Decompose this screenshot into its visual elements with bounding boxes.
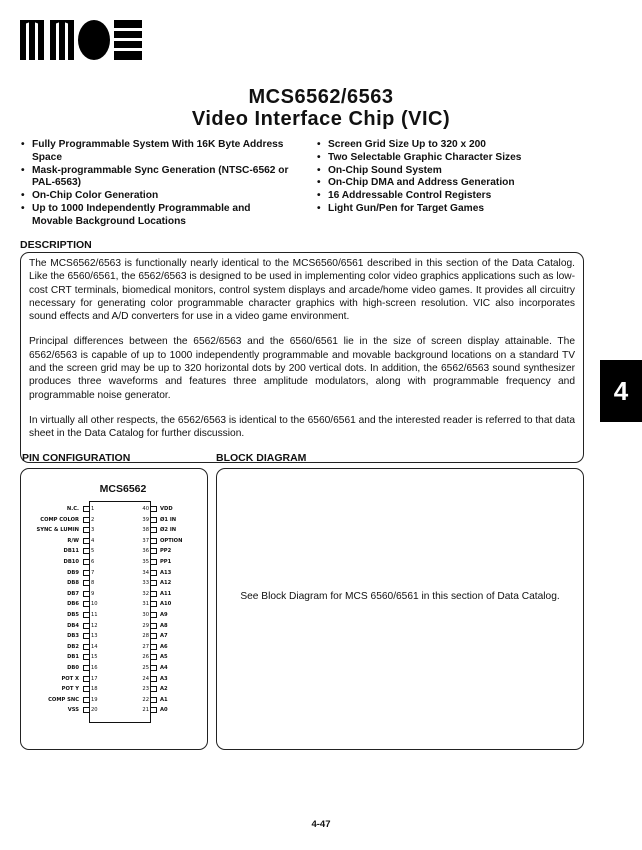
pin-name: DB4 bbox=[67, 622, 79, 629]
pin-marker bbox=[151, 654, 157, 660]
pin-number: 27 bbox=[142, 643, 149, 650]
pin-number: 15 bbox=[91, 654, 98, 661]
pin-name: VSS bbox=[67, 707, 79, 714]
pin-marker bbox=[83, 707, 89, 713]
pin-marker bbox=[83, 559, 89, 565]
pin-number: 10 bbox=[91, 601, 98, 608]
pin-name: A4 bbox=[160, 665, 168, 671]
pin-right bbox=[142, 631, 207, 641]
description-box bbox=[20, 252, 584, 463]
pin-marker bbox=[151, 707, 157, 713]
pin-number: 6 bbox=[91, 559, 95, 565]
pin-left bbox=[21, 684, 98, 694]
pin-name: POT X bbox=[61, 675, 79, 682]
pin-left bbox=[21, 599, 98, 609]
pin-marker bbox=[151, 506, 157, 512]
pin-left bbox=[21, 705, 98, 715]
pin-name: DB6 bbox=[67, 601, 79, 608]
pin-name: A6 bbox=[160, 643, 168, 650]
pin-name: A8 bbox=[160, 622, 168, 629]
pin-marker bbox=[83, 601, 89, 607]
pin-left bbox=[21, 525, 95, 535]
pin-name: A2 bbox=[160, 686, 168, 693]
pin-name: Ø2 IN bbox=[160, 527, 177, 534]
features-right-list bbox=[316, 139, 606, 216]
feature-item: • On-Chip DMA and Address Generation bbox=[316, 177, 606, 190]
pin-marker bbox=[151, 527, 157, 533]
pin-number: 7 bbox=[91, 569, 95, 576]
pin-number: 19 bbox=[91, 696, 98, 703]
pin-name: DB10 bbox=[63, 559, 79, 565]
pin-left bbox=[21, 610, 98, 620]
section-tab: 4 bbox=[600, 360, 642, 422]
feature-item: • Up to 1000 Independently Programmable and Movable Background Locations bbox=[20, 203, 292, 229]
pin-number: 18 bbox=[91, 686, 98, 693]
description-heading: DESCRIPTION bbox=[20, 239, 92, 251]
pin-left bbox=[21, 578, 95, 588]
pin-name: COMP COLOR bbox=[40, 516, 79, 523]
pin-right bbox=[142, 610, 207, 620]
pin-name: A3 bbox=[160, 675, 168, 682]
pin-marker bbox=[151, 612, 157, 618]
pin-marker bbox=[151, 517, 157, 523]
pin-number: 39 bbox=[142, 516, 149, 523]
chip-title: MCS6562/6563 bbox=[248, 86, 394, 108]
pin-marker bbox=[83, 527, 89, 533]
pin-number: 32 bbox=[142, 590, 149, 597]
block-diagram-box bbox=[216, 468, 584, 750]
description-paragraph: The MCS6562/6563 is functionally nearly identical to the MCS6560/6561 described in this section of the Data Catalog. Like the 6560/6561, the 6562/6563 is designed to be used in implementing color video graphics applications such as low-cost CRT terminals, biomedical monitors, control system displays and arcade/home video games. It provides all circuitry necessary for generating color programmable character graphics with high-screen resolution. VIC also incorporates sound effects and A/D converters for use in a video game environment. bbox=[29, 258, 575, 323]
pin-right bbox=[142, 536, 207, 546]
pin-number: 22 bbox=[142, 696, 149, 703]
pin-marker bbox=[151, 559, 157, 565]
pin-left bbox=[21, 631, 98, 641]
pin-name: DB1 bbox=[67, 654, 79, 661]
pin-marker bbox=[83, 676, 89, 682]
pin-name: A7 bbox=[160, 633, 168, 640]
pin-marker bbox=[151, 623, 157, 629]
pin-number: 35 bbox=[142, 559, 149, 565]
pin-name: A0 bbox=[160, 707, 168, 714]
pin-number: 34 bbox=[142, 569, 149, 576]
pin-left bbox=[21, 546, 95, 556]
pin-name: DB5 bbox=[67, 612, 79, 618]
pin-marker bbox=[83, 654, 89, 660]
pin-left bbox=[21, 589, 95, 599]
pin-marker bbox=[151, 686, 157, 692]
pin-number: 8 bbox=[91, 580, 95, 587]
pin-name: A10 bbox=[160, 601, 172, 608]
pin-marker bbox=[83, 591, 89, 597]
pin-marker bbox=[151, 601, 157, 607]
pin-marker bbox=[151, 665, 157, 671]
pin-marker bbox=[83, 517, 89, 523]
pin-number: 25 bbox=[142, 665, 149, 671]
pin-left bbox=[21, 652, 98, 662]
chip-package-name: MCS6562 bbox=[99, 483, 147, 495]
pin-number: 12 bbox=[91, 622, 98, 629]
pin-marker bbox=[83, 665, 89, 671]
pin-number: 5 bbox=[91, 548, 95, 555]
pin-number: 20 bbox=[91, 707, 98, 714]
feature-item: • Light Gun/Pen for Target Games bbox=[316, 203, 606, 216]
pin-right bbox=[142, 578, 207, 588]
pin-number: 17 bbox=[91, 675, 98, 682]
pin-marker bbox=[83, 570, 89, 576]
pin-left bbox=[21, 515, 95, 525]
pin-number: 37 bbox=[142, 537, 149, 544]
pin-marker bbox=[151, 570, 157, 576]
pin-name: A9 bbox=[160, 612, 168, 618]
pin-marker bbox=[83, 697, 89, 703]
pin-right bbox=[142, 674, 207, 684]
pin-right bbox=[142, 504, 207, 514]
pin-number: 26 bbox=[142, 654, 149, 661]
pin-number: 4 bbox=[91, 537, 95, 544]
feature-item: • Screen Grid Size Up to 320 x 200 bbox=[316, 139, 606, 152]
pin-name: VDD bbox=[160, 506, 173, 512]
pin-name: PP1 bbox=[160, 559, 172, 565]
pin-right bbox=[142, 525, 207, 535]
pin-left bbox=[21, 674, 98, 684]
pin-right bbox=[142, 621, 207, 631]
pin-left bbox=[21, 557, 95, 567]
pin-number: 24 bbox=[142, 675, 149, 682]
pin-number: 36 bbox=[142, 548, 149, 555]
pin-config-heading: PIN CONFIGURATION bbox=[22, 452, 131, 464]
pin-right bbox=[142, 599, 207, 609]
pin-right bbox=[142, 568, 207, 578]
pin-number: 31 bbox=[142, 601, 149, 608]
pin-name: OPTION bbox=[160, 537, 183, 544]
pin-left bbox=[21, 504, 95, 514]
pin-number: 3 bbox=[91, 527, 95, 534]
block-diagram-heading: BLOCK DIAGRAM bbox=[216, 452, 307, 464]
pin-marker bbox=[151, 697, 157, 703]
pin-number: 23 bbox=[142, 686, 149, 693]
pin-name: Ø1 IN bbox=[160, 516, 177, 523]
pin-right bbox=[142, 652, 207, 662]
pin-name: DB0 bbox=[67, 665, 79, 671]
pin-name: DB9 bbox=[67, 569, 79, 576]
pin-number: 9 bbox=[91, 590, 95, 597]
pin-right bbox=[142, 642, 207, 652]
pin-number: 21 bbox=[142, 707, 149, 714]
pin-name: DB7 bbox=[67, 590, 79, 597]
pin-name: A12 bbox=[160, 580, 172, 587]
mos-logo bbox=[20, 18, 142, 62]
pin-number: 13 bbox=[91, 633, 98, 640]
description-paragraph: Principal differences between the 6562/6563 and the 6560/6561 lie in the size of screen display attainable. The 6562/6563 is capable of up to 1000 independently programmable and movable background locations on a standard TV and the screen grid may be up to 320 horizontal dots by 200 vertical dots. In addition, the 6562/6563 sound synthesizer produces three waveforms and features three amplitude modulators, along with programmable frequency and programmable noise generator. bbox=[29, 336, 575, 401]
pin-marker bbox=[83, 548, 89, 554]
pin-marker bbox=[83, 612, 89, 618]
pin-marker bbox=[83, 506, 89, 512]
pin-right bbox=[142, 557, 207, 567]
pin-number: 28 bbox=[142, 633, 149, 640]
chip-subtitle: Video Interface Chip (VIC) bbox=[191, 108, 451, 130]
description-paragraph: In virtually all other respects, the 6562/6563 is identical to the 6560/6561 and the interested reader is referred to that data sheet in the Data Catalog for further discussion. bbox=[29, 414, 575, 440]
pin-marker bbox=[83, 633, 89, 639]
features-left-list bbox=[20, 139, 292, 229]
pin-marker bbox=[151, 644, 157, 650]
pin-number: 38 bbox=[142, 527, 149, 534]
pin-number: 16 bbox=[91, 665, 98, 671]
pin-marker bbox=[83, 538, 89, 544]
pin-name: POT Y bbox=[61, 686, 79, 693]
pin-left bbox=[21, 663, 98, 673]
pin-marker bbox=[83, 580, 89, 586]
pin-right bbox=[142, 705, 207, 715]
pin-number: 1 bbox=[91, 506, 95, 512]
pin-name: DB3 bbox=[67, 633, 79, 640]
page-number: 4-47 bbox=[311, 819, 331, 830]
pin-name: SYNC & LUMIN bbox=[36, 527, 79, 534]
pin-name: A1 bbox=[160, 696, 168, 703]
pin-number: 30 bbox=[142, 612, 149, 618]
pin-marker bbox=[151, 580, 157, 586]
pin-marker bbox=[151, 548, 157, 554]
pin-name: N.C. bbox=[66, 506, 79, 512]
pin-number: 33 bbox=[142, 580, 149, 587]
pin-left bbox=[21, 642, 98, 652]
pin-left bbox=[21, 621, 98, 631]
pin-marker bbox=[151, 538, 157, 544]
pin-name: COMP SNC bbox=[48, 696, 79, 703]
pin-marker bbox=[83, 644, 89, 650]
pin-marker bbox=[151, 633, 157, 639]
pin-name: A11 bbox=[160, 590, 172, 597]
pin-right bbox=[142, 589, 207, 599]
feature-item: • Fully Programmable System With 16K Byte Address Space bbox=[20, 139, 292, 165]
pin-name: DB2 bbox=[67, 643, 79, 650]
pin-name: PP2 bbox=[160, 548, 172, 555]
pin-name: DB8 bbox=[67, 580, 79, 587]
pin-number: 29 bbox=[142, 622, 149, 629]
pin-number: 11 bbox=[91, 612, 98, 618]
pin-marker bbox=[151, 676, 157, 682]
pin-right bbox=[142, 663, 207, 673]
pin-left bbox=[21, 536, 95, 546]
pin-name: DB11 bbox=[63, 548, 79, 555]
feature-item: • Two Selectable Graphic Character Sizes bbox=[316, 152, 606, 165]
pin-marker bbox=[83, 686, 89, 692]
pin-left bbox=[21, 695, 98, 705]
feature-item: • On-Chip Sound System bbox=[316, 165, 606, 178]
pin-name: R/W bbox=[67, 537, 79, 544]
pin-left bbox=[21, 568, 95, 578]
pin-number: 14 bbox=[91, 643, 98, 650]
pin-right bbox=[142, 684, 207, 694]
pin-name: A5 bbox=[160, 654, 168, 661]
feature-item: • 16 Addressable Control Registers bbox=[316, 190, 606, 203]
pin-number: 2 bbox=[91, 516, 95, 523]
block-diagram-note: See Block Diagram for MCS 6560/6561 in this section of Data Catalog. bbox=[240, 591, 560, 602]
pin-right bbox=[142, 546, 207, 556]
pin-config-box bbox=[20, 468, 208, 750]
feature-item: • On-Chip Color Generation bbox=[20, 190, 292, 203]
pin-name: A13 bbox=[160, 569, 172, 576]
pin-number: 40 bbox=[142, 506, 149, 512]
feature-item: • Mask-programmable Sync Generation (NTSC-6562 or PAL-6563) bbox=[20, 165, 292, 191]
pin-right bbox=[142, 695, 207, 705]
pin-marker bbox=[83, 623, 89, 629]
pin-marker bbox=[151, 591, 157, 597]
pin-right bbox=[142, 515, 207, 525]
